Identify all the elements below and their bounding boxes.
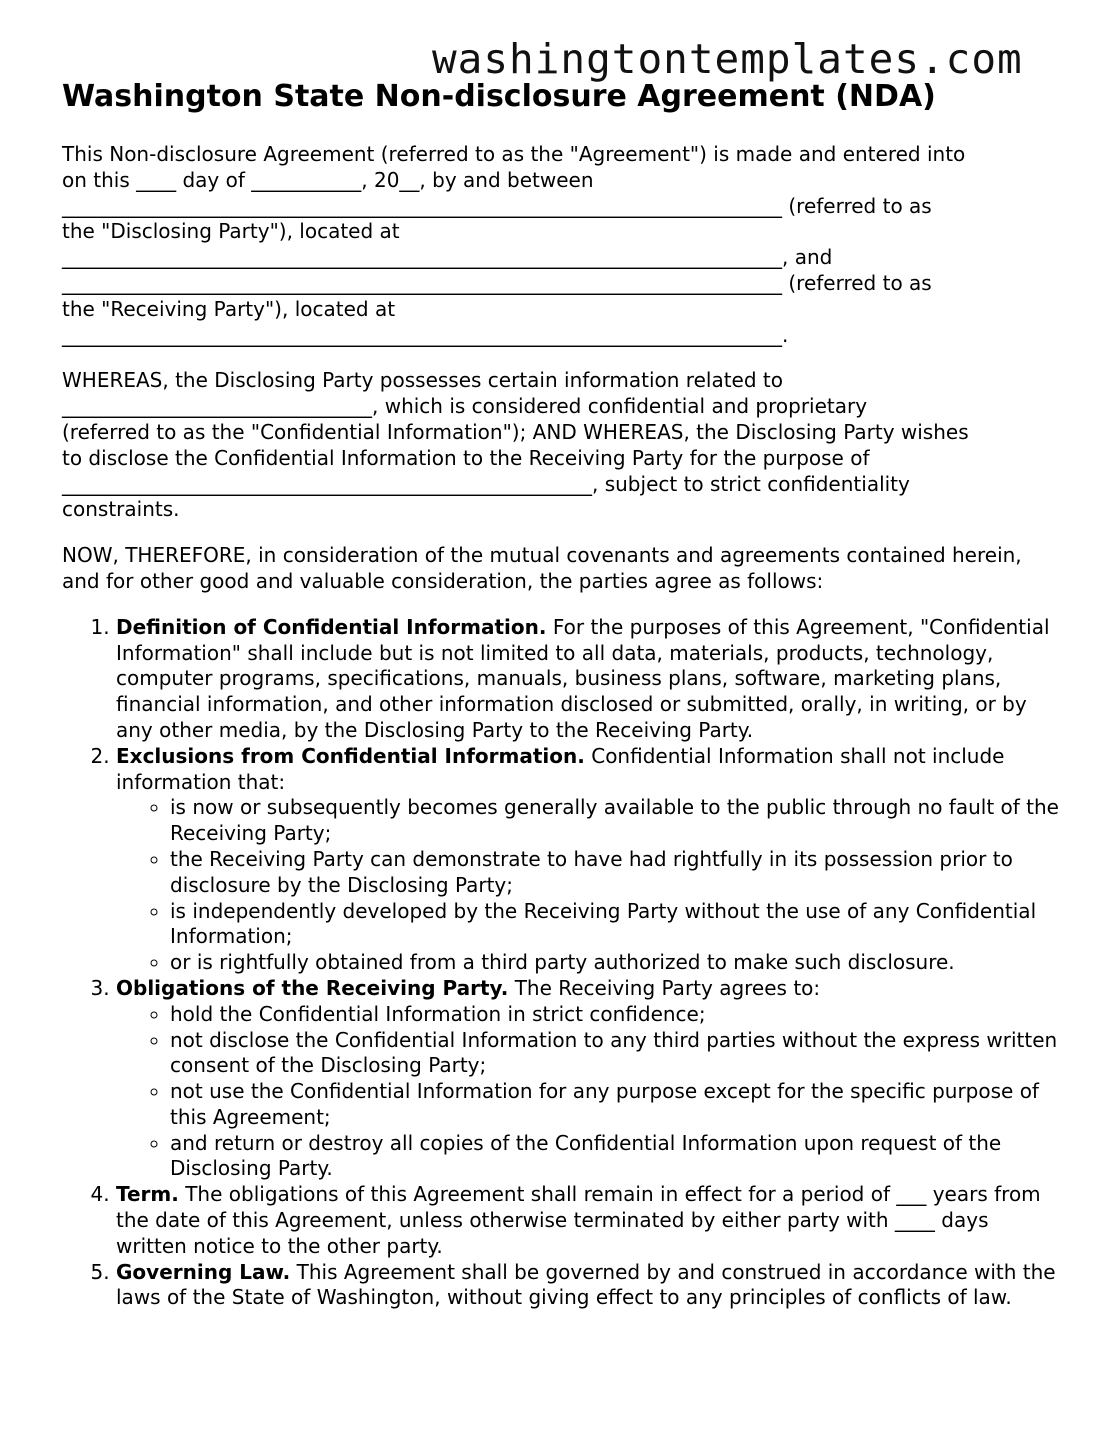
whereas-paragraph: [62, 368, 1062, 523]
section-term: [116, 1182, 1062, 1259]
now-therefore-paragraph: NOW, THEREFORE, in consideration of the mutual covenants and agreements contained herein, and for other good and valuable consideration, the parties agree as follows:: [62, 543, 1022, 593]
list-item: ◦ or is rightfully obtained from a third party authorized to make such disclosure.: [170, 950, 1062, 976]
section-heading: Term.: [116, 1182, 179, 1207]
whereas-line: _______________________________, which is considered confidential and proprietary: [62, 394, 868, 419]
section-heading: Obligations of the Receiving Party.: [116, 975, 509, 1000]
section-text: For the purposes of this Agreement, "Confidential Information" shall include but is not limited to all data, materials, products, technology, computer programs, specifications, manuals, business plans, software, marketing plans, financial information, and other information disclosed or submitted, orally, in writing, or by any other media, by the Disclosing Party to the Receiving Party.: [116, 614, 1050, 742]
section-heading: Definition of Confidential Information.: [116, 614, 547, 639]
obligations-list: [116, 1002, 1062, 1183]
sections-list: [62, 615, 1062, 1312]
section-heading: Governing Law.: [116, 1259, 291, 1284]
section-governing-law: [116, 1260, 1062, 1312]
intro-line: ________________________________________________________________________.: [62, 322, 789, 347]
intro-line: ________________________________________________________________________, and: [62, 245, 833, 270]
list-item: ◦ the Receiving Party can demonstrate to have had rightfully in its possession prior to disclosure by the Disclosing Party;: [170, 847, 1062, 899]
section-exclusions: [116, 744, 1062, 976]
whereas-line: to disclose the Confidential Information to the Receiving Party for the purpose of: [62, 445, 870, 470]
list-item: ◦ and return or destroy all copies of the Confidential Information upon request of the Disclosing Party.: [170, 1131, 1062, 1183]
whereas-line: (referred to as the "Confidential Information"); AND WHEREAS, the Disclosing Party wishes: [62, 419, 969, 444]
exclusions-list: [116, 795, 1062, 976]
intro-paragraph: [62, 142, 1062, 348]
intro-line: ________________________________________________________________________ (referred to as: [62, 193, 932, 218]
whereas-line: WHEREAS, the Disclosing Party possesses certain information related to: [62, 368, 783, 393]
list-item: ◦ not disclose the Confidential Information to any third parties without the express written consent of the Disclosing Party;: [170, 1028, 1062, 1080]
intro-line: the "Receiving Party"), located at: [62, 296, 396, 321]
list-item: ◦ is now or subsequently becomes generally available to the public through no fault of the Receiving Party;: [170, 795, 1062, 847]
document-title: Washington State Non-disclosure Agreement (NDA): [62, 79, 936, 114]
whereas-line: constraints.: [62, 497, 180, 522]
section-text: The Receiving Party agrees to:: [514, 975, 821, 1000]
list-item: ◦ is independently developed by the Receiving Party without the use of any Confidential Information;: [170, 899, 1062, 951]
site-watermark: washingtontemplates.com: [432, 35, 1023, 83]
list-item: ◦ not use the Confidential Information for any purpose except for the specific purpose of this Agreement;: [170, 1079, 1062, 1131]
whereas-line: _____________________________________________________, subject to strict confidentiality: [62, 471, 910, 496]
section-heading: Exclusions from Confidential Information.: [116, 743, 585, 768]
intro-line: on this ____ day of ___________, 20__, by and between: [62, 167, 594, 192]
intro-line: This Non-disclosure Agreement (referred to as the "Agreement") is made and entered into: [62, 142, 966, 166]
section-obligations: [116, 976, 1062, 1182]
intro-line: the "Disclosing Party"), located at: [62, 219, 400, 244]
section-definition: [116, 615, 1062, 744]
list-item: ◦ hold the Confidential Information in strict confidence;: [170, 1002, 1062, 1028]
section-text: The obligations of this Agreement shall remain in effect for a period of ___ years from the date of this Agreement, unless otherwise terminated by either party with ____ days written notice to the other party.: [116, 1182, 1041, 1258]
section-text: Confidential Information shall not include information that:: [116, 743, 1005, 794]
document-body: [62, 142, 1062, 1311]
section-text: This Agreement shall be governed by and construed in accordance with the laws of the State of Washington, without giving effect to any principles of conflicts of law.: [116, 1259, 1056, 1310]
intro-line: ________________________________________________________________________ (referred to as: [62, 270, 932, 295]
